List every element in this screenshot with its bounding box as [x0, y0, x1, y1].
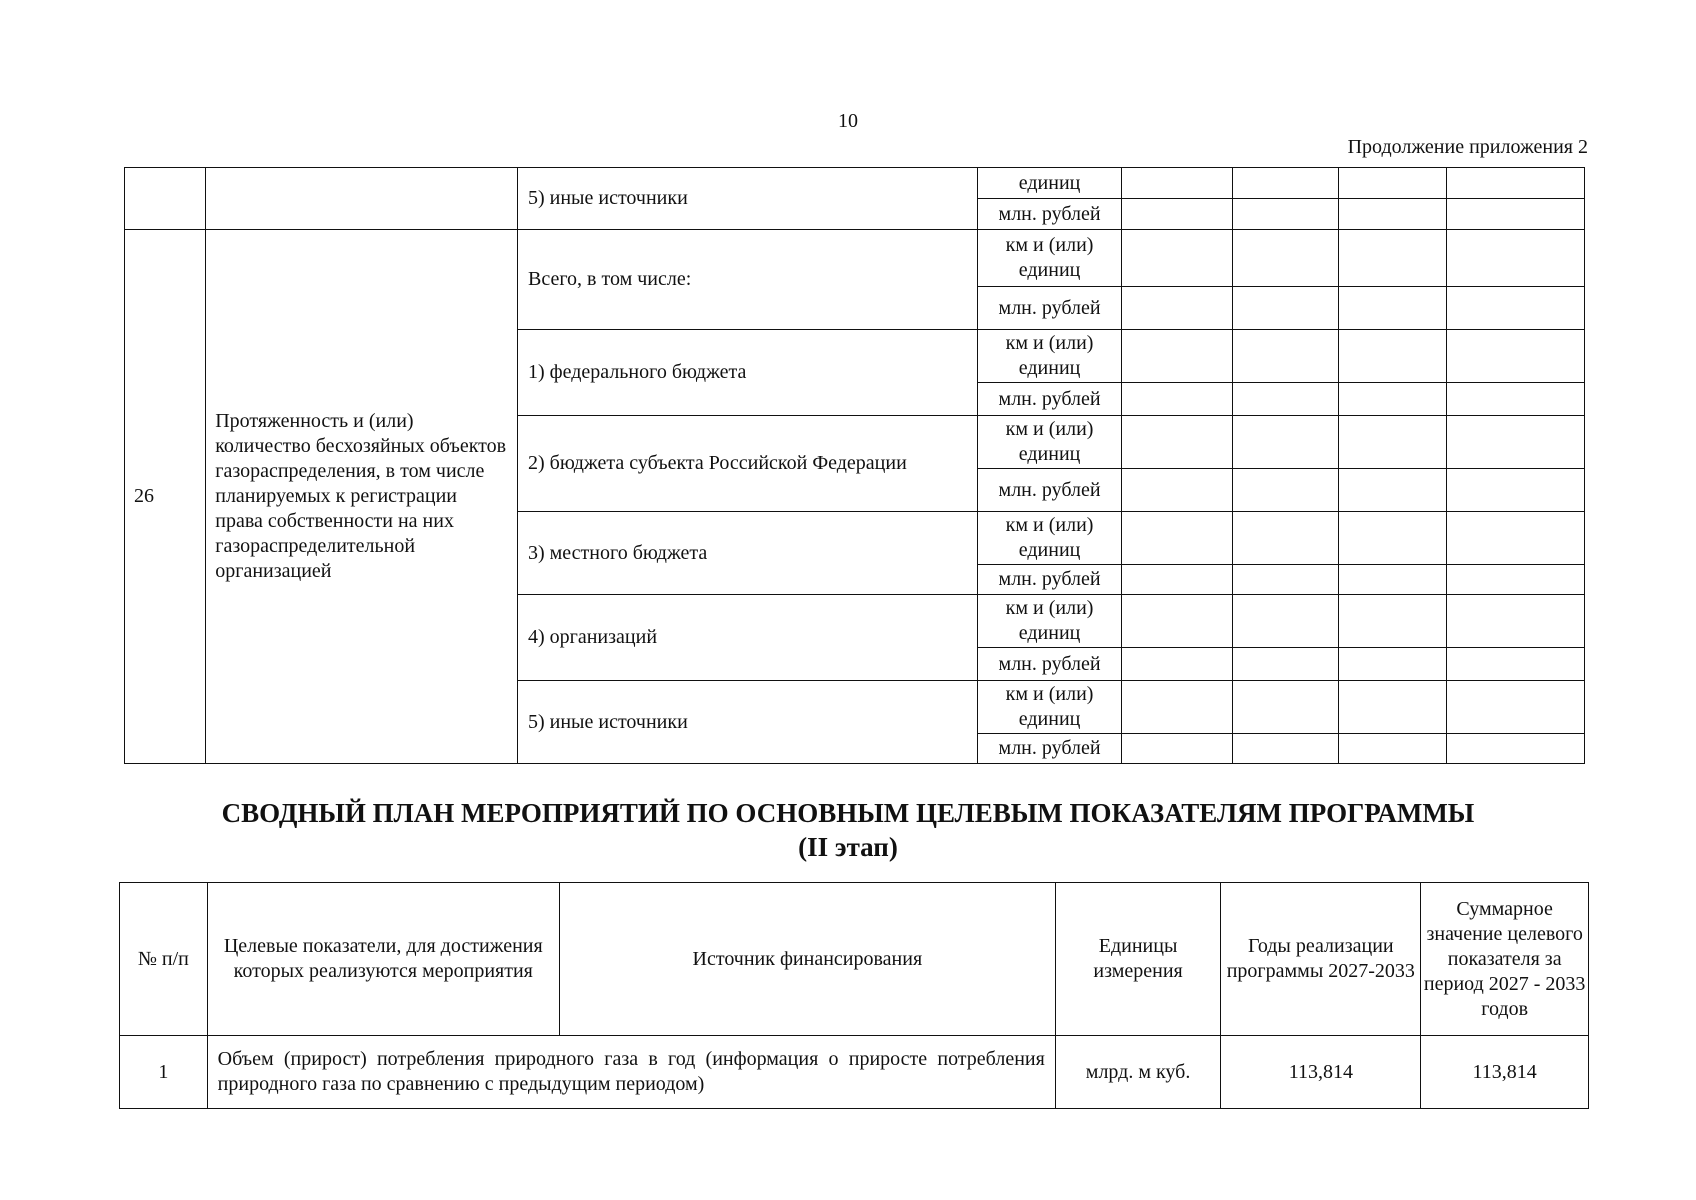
value-cell	[1446, 199, 1584, 230]
value-cell	[1446, 330, 1584, 383]
value-cell	[1446, 287, 1584, 330]
value-cell	[1232, 168, 1338, 199]
value-cell	[1121, 648, 1232, 681]
value-cell	[1446, 230, 1584, 287]
value-cell	[1232, 681, 1338, 734]
value-cell	[1121, 330, 1232, 383]
value-cell	[1339, 287, 1446, 330]
indicator-cell	[206, 168, 518, 230]
indicator-sources-table	[124, 167, 1585, 764]
page-number: 10	[838, 110, 858, 132]
table-row	[120, 1036, 1589, 1109]
value-cell	[1446, 595, 1584, 648]
header-num: № п/п	[120, 883, 208, 1036]
value-cell	[1446, 469, 1584, 512]
value-cell	[1232, 648, 1338, 681]
value-cell	[1339, 469, 1446, 512]
value-cell	[1232, 595, 1338, 648]
value-cell	[1121, 681, 1232, 734]
value-cell	[1446, 648, 1584, 681]
value-cell	[1339, 168, 1446, 199]
unit-cell: млн. рублей	[978, 199, 1121, 230]
value-cell	[1339, 565, 1446, 595]
value-cell	[1121, 469, 1232, 512]
value-cell	[1232, 469, 1338, 512]
value-cell	[1339, 199, 1446, 230]
row-years-value: 113,814	[1221, 1036, 1421, 1109]
value-cell	[1121, 199, 1232, 230]
value-cell	[1232, 512, 1338, 565]
value-cell	[1121, 565, 1232, 595]
value-cell	[1232, 565, 1338, 595]
unit-cell: единиц	[978, 168, 1121, 199]
value-cell	[1339, 734, 1446, 764]
source-cell: 5) иные источники	[517, 681, 977, 764]
value-cell	[1232, 416, 1338, 469]
value-cell	[1121, 230, 1232, 287]
value-cell	[1339, 230, 1446, 287]
value-cell	[1339, 383, 1446, 416]
row-sum-value: 113,814	[1421, 1036, 1589, 1109]
source-cell: Всего, в том числе:	[517, 230, 977, 330]
value-cell	[1339, 648, 1446, 681]
unit-cell: км и (или) единиц	[978, 230, 1121, 287]
row-num: 1	[120, 1036, 208, 1109]
appendix-note: Продолжение приложения 2	[1347, 136, 1588, 158]
value-cell	[1446, 512, 1584, 565]
value-cell	[1121, 595, 1232, 648]
plan-stage-line: (II этап)	[798, 832, 898, 862]
value-cell	[1232, 330, 1338, 383]
source-cell: 5) иные источники	[517, 168, 977, 230]
row-number-cell	[125, 168, 206, 230]
value-cell	[1446, 168, 1584, 199]
table-row	[125, 168, 1585, 199]
value-cell	[1446, 416, 1584, 469]
source-cell: 1) федерального бюджета	[517, 330, 977, 416]
value-cell	[1339, 330, 1446, 383]
row-unit: млрд. м куб.	[1055, 1036, 1221, 1109]
header-indicators: Целевые показатели, для достижения которых реализуются мероприятия	[207, 883, 559, 1036]
value-cell	[1232, 199, 1338, 230]
indicator-cell: Протяженность и (или) количество бесхозяйных объектов газораспределения, в том числе планируемых к регистрации права собственности на них газораспределительной организацией	[206, 230, 518, 764]
value-cell	[1232, 287, 1338, 330]
unit-cell: км и (или) единиц	[978, 595, 1121, 648]
row-indicator: Объем (прирост) потребления природного газа в год (информация о приросте потребления природного газа по сравнению с предыдущим периодом)	[207, 1036, 1055, 1109]
unit-cell: млн. рублей	[978, 648, 1121, 681]
value-cell	[1232, 230, 1338, 287]
value-cell	[1339, 416, 1446, 469]
unit-cell: млн. рублей	[978, 287, 1121, 330]
table-header-row	[120, 883, 1589, 1036]
unit-cell: км и (или) единиц	[978, 512, 1121, 565]
value-cell	[1446, 565, 1584, 595]
value-cell	[1121, 416, 1232, 469]
source-cell: 2) бюджета субъекта Российской Федерации	[517, 416, 977, 512]
unit-cell: км и (или) единиц	[978, 416, 1121, 469]
summary-plan-table	[119, 882, 1589, 1109]
unit-cell: млн. рублей	[978, 734, 1121, 764]
value-cell	[1446, 681, 1584, 734]
unit-cell: км и (или) единиц	[978, 330, 1121, 383]
plan-title-line: СВОДНЫЙ ПЛАН МЕРОПРИЯТИЙ ПО ОСНОВНЫМ ЦЕЛЕВЫМ ПОКАЗАТЕЛЯМ ПРОГРАММЫ	[221, 798, 1475, 828]
value-cell	[1339, 595, 1446, 648]
unit-cell: км и (или) единиц	[978, 681, 1121, 734]
header-source: Источник финансирования	[559, 883, 1055, 1036]
value-cell	[1121, 512, 1232, 565]
value-cell	[1232, 383, 1338, 416]
value-cell	[1121, 383, 1232, 416]
unit-cell: млн. рублей	[978, 383, 1121, 416]
value-cell	[1339, 681, 1446, 734]
unit-cell: млн. рублей	[978, 565, 1121, 595]
plan-title	[0, 796, 1696, 864]
header-years: Годы реализации программы 2027-2033	[1221, 883, 1421, 1036]
row-number-cell: 26	[125, 230, 206, 764]
value-cell	[1232, 734, 1338, 764]
value-cell	[1446, 383, 1584, 416]
table-row	[125, 230, 1585, 287]
unit-cell: млн. рублей	[978, 469, 1121, 512]
value-cell	[1339, 512, 1446, 565]
value-cell	[1121, 168, 1232, 199]
source-cell: 4) организаций	[517, 595, 977, 681]
header-units: Единицы измерения	[1055, 883, 1221, 1036]
value-cell	[1121, 287, 1232, 330]
header-sum: Суммарное значение целевого показателя за период 2027 - 2033 годов	[1421, 883, 1589, 1036]
value-cell	[1121, 734, 1232, 764]
source-cell: 3) местного бюджета	[517, 512, 977, 595]
value-cell	[1446, 734, 1584, 764]
